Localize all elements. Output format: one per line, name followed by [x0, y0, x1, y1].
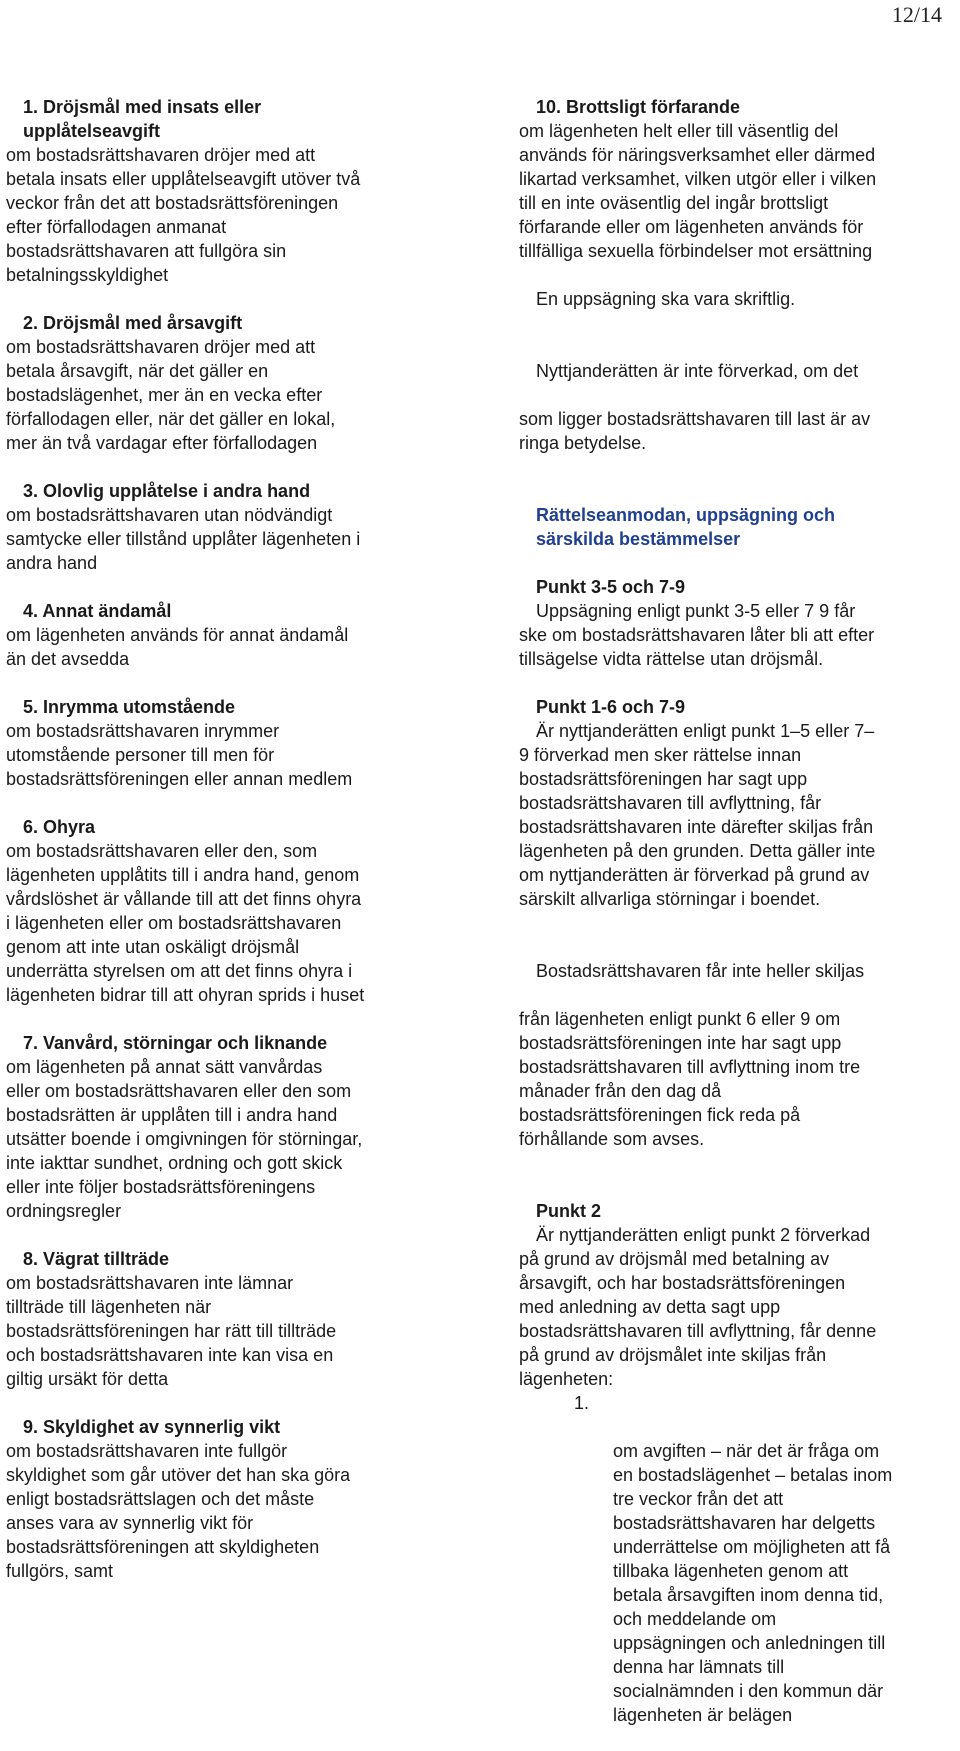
- written-notice-text: En uppsägning ska vara skriftlig.: [536, 289, 796, 309]
- rule-3-5-7-9-text: [519, 599, 949, 671]
- left-item: [6, 1247, 436, 1391]
- left-item-text: om lägenheten på annat sätt vanvårdas eller om bostadsrättshavaren eller den som bostadsrätten är upplåten till i andra hand utsätter boende i omgivningen för störningar, inte iakttar sundhet, ordning och gott skick eller inte följer bostadsrättsföreningens ordningsregler: [6, 1057, 363, 1221]
- rule-3-5-7-9-text-body: Uppsägning enligt punkt 3-5 eller 7 9 får ske om bostadsrättshavaren låter bli att efter tillsägelse vidta rättelse utan dröjsmål.: [519, 601, 875, 669]
- minor-breach-rest: som ligger bostadsrättshavaren till last är av ringa betydelse.: [519, 409, 871, 453]
- left-item-text: om bostadsrättshavaren dröjer med att betala insats eller upplåtelseavgift utöver två veckor från det att bostadsrättsföreningen efter förfallodagen anmanat bostadsrättshavaren att fullgöra sin betalningsskyldighet: [6, 145, 361, 285]
- rule-1-6-7-9: [519, 695, 949, 911]
- left-item-text: om bostadsrättshavaren eller den, som lägenheten upplåtits till i andra hand, genom vårdslöshet är vållande till att det finns ohyra i lägenheten eller om bostadsrättshavaren genom att inte utan oskäligt dröjsmål underrätta styrelsen om att det finns ohyra i lägenheten bidrar till att ohyran sprids i huset: [6, 841, 365, 1005]
- rule-2-text-body: Är nyttjanderätten enligt punkt 2 förverkad på grund av dröjsmål med betalning av årsavgift, och har bostadsrättsföreningen med anledning av detta sagt upp bostadsrättshavaren till avflyttning, får denne på grund av dröjsmålet inte skiljas från lägenheten:: [519, 1225, 877, 1389]
- page-number: 12/14: [891, 2, 942, 27]
- left-item-title: 1. Dröjsmål med insats eller upplåtelseavgift: [23, 97, 262, 141]
- rule-1-6-7-9-text-body: Är nyttjanderätten enligt punkt 1–5 eller 7– 9 förverkad men sker rättelse innan bostadsrättsföreningen har sagt upp bostadsrättshavaren till avflyttning, får bostadsrättshavaren inte därefter skiljas från lägenheten på den grunden. Detta gäller inte om nyttjanderätten är förverkad på grund av särskilt allvarliga störningar i boendet.: [519, 721, 876, 909]
- left-item: [6, 599, 436, 671]
- left-item-title: 6. Ohyra: [23, 817, 96, 837]
- left-item: [6, 479, 436, 575]
- left-item-title: 8. Vägrat tillträde: [23, 1249, 170, 1269]
- rule-6-9-rest: från lägenheten enligt punkt 6 eller 9 om bostadsrättsföreningen inte har sagt upp bostadsrättshavaren till avflyttning inom tre månader från den dag då bostadsrättsföreningen fick reda på förhållande som avses.: [519, 1009, 861, 1149]
- left-item-title: 3. Olovlig upplåtelse i andra hand: [23, 481, 311, 501]
- left-column: [6, 95, 436, 1607]
- minor-breach-first-line: Nyttjanderätten är inte förverkad, om det: [536, 361, 859, 381]
- right-column: [519, 95, 949, 1751]
- left-item-title: 7. Vanvård, störningar och liknande: [23, 1033, 328, 1053]
- rule-2-text: [519, 1223, 949, 1391]
- rule-6-9-paragraph: [519, 935, 949, 1175]
- left-item-text: om bostadsrättshavaren utan nödvändigt samtycke eller tillstånd upplåter lägenheten i andra hand: [6, 505, 361, 573]
- left-item-title: 9. Skyldighet av synnerlig vikt: [23, 1417, 281, 1437]
- left-item-text: om bostadsrättshavaren inrymmer utomstående personer till men för bostadsrättsföreningen eller annan medlem: [6, 721, 353, 789]
- list-item-number: 1.: [574, 1393, 590, 1413]
- minor-breach-paragraph: [519, 335, 949, 479]
- rule-2-list: [519, 1391, 949, 1727]
- left-item-text: om bostadsrättshavaren inte fullgör skyldighet som går utöver det han ska göra enligt bostadsrättslagen och det måste anses vara av synnerlig vikt för bostadsrättsföreningen att skyldigheten fullgörs, samt: [6, 1441, 351, 1581]
- left-item: [6, 1415, 436, 1583]
- rule-2: [519, 1199, 949, 1727]
- rule-1-6-7-9-text: [519, 719, 949, 911]
- rule-6-9-first-line: Bostadsrättshavaren får inte heller skiljas: [536, 961, 865, 981]
- list-item-text: om avgiften – när det är fråga om en bostadslägenhet – betalas inom tre veckor från det att bostadsrättshavaren har delgetts underrättelse om möjligheten att få tillbaka lägenheten genom att betala årsavgiften inom denna tid, och meddelande om uppsägningen och anledningen till denna har lämnats till socialnämnden i den kommun där lägenheten är belägen: [613, 1441, 893, 1725]
- left-item: [6, 695, 436, 791]
- section-heading: Rättelseanmodan, uppsägning och särskilda bestämmelser: [536, 505, 836, 549]
- rule-3-5-7-9: [519, 575, 949, 671]
- left-item: [6, 815, 436, 1007]
- left-item-title: 4. Annat ändamål: [23, 601, 172, 621]
- rule-2-title: Punkt 2: [536, 1201, 602, 1221]
- list-item: [519, 1391, 949, 1727]
- left-item-title: 2. Dröjsmål med årsavgift: [23, 313, 243, 333]
- left-item-text: om lägenheten används för annat ändamål än det avsedda: [6, 625, 349, 669]
- left-item: [6, 1031, 436, 1223]
- left-item-text: om bostadsrättshavaren dröjer med att betala årsavgift, när det gäller en bostadslägenhet, mer än en vecka efter förfallodagen eller, när det gäller en lokal, mer än två vardagar efter förfallodagen: [6, 337, 336, 453]
- item-10-title: 10. Brottsligt förfarande: [536, 97, 741, 117]
- left-item: [6, 311, 436, 455]
- item-10-text: om lägenheten helt eller till väsentlig del används för näringsverksamhet eller därmed likartad verksamhet, vilken utgör eller i vilken till en inte oväsentlig del ingår brottsligt förfarande eller om lägenheten används för tillfälliga sexuella förbindelser mot ersättning: [519, 121, 877, 261]
- left-item-text: om bostadsrättshavaren inte lämnar tillträde till lägenheten när bostadsrättsföreningen har rätt till tillträde och bostadsrättshavaren inte kan visa en giltig ursäkt för detta: [6, 1273, 337, 1389]
- rule-1-6-7-9-title: Punkt 1-6 och 7-9: [536, 697, 686, 717]
- left-item: [6, 95, 436, 287]
- left-item-title: 5. Inrymma utomstående: [23, 697, 236, 717]
- item-10: [519, 95, 949, 263]
- rule-3-5-7-9-title: Punkt 3-5 och 7-9: [536, 577, 686, 597]
